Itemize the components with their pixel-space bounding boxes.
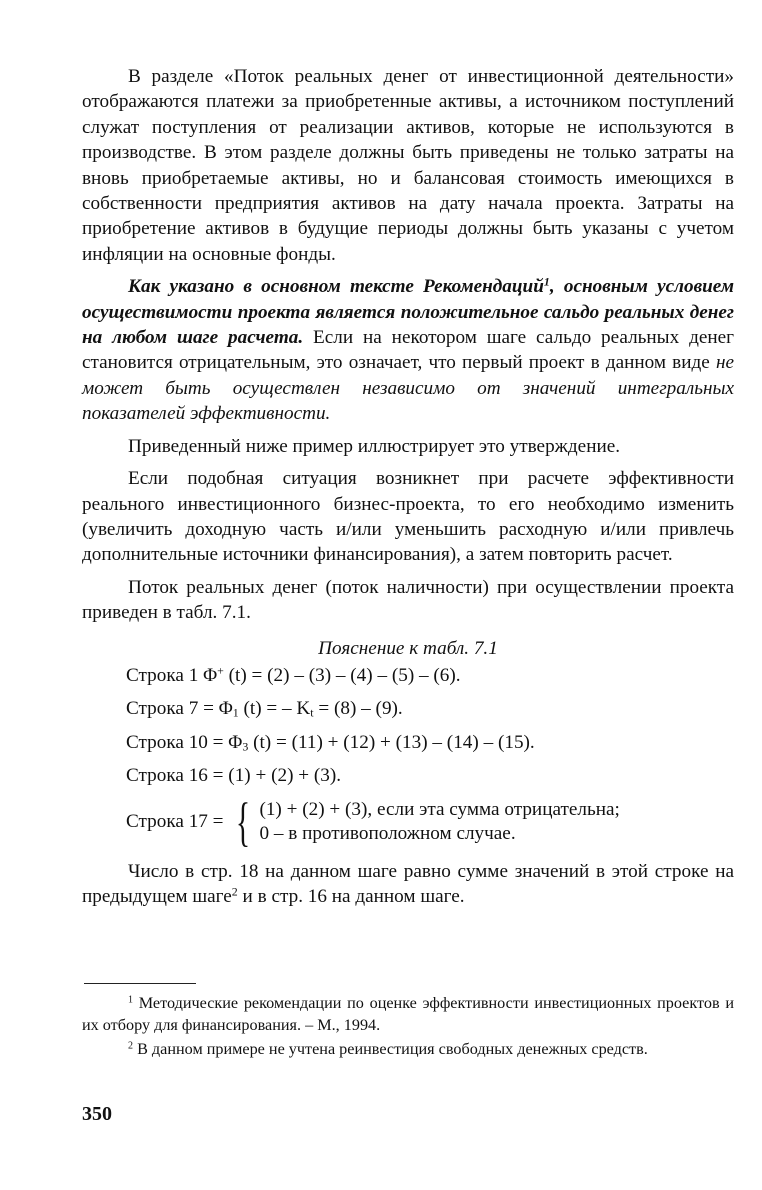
paragraph-feasibility <box>82 274 734 426</box>
footnote-divider <box>84 983 196 984</box>
formula-sub: 1 <box>232 705 239 720</box>
formula-row-17 <box>126 791 734 852</box>
paragraph-row-18 <box>82 859 734 910</box>
formula-text: Строка 10 = Φ <box>126 731 243 753</box>
formula-sup: + <box>217 663 224 678</box>
footnote-mark: 1 <box>128 994 134 1006</box>
formula-sub: 3 <box>242 739 249 754</box>
plain-text: и в стр. 16 на данном шаге. <box>237 885 465 907</box>
formula-row-16: Строка 16 = (1) + (2) + (3). <box>126 765 342 787</box>
plain-text: Если на некотором шаге сальдо реальных денег становится отрицательным, это означает, что первый проект в данном виде <box>82 327 734 374</box>
footnote-text: Методические рекомендации по оценке эффективности инвестиционных проектов и их отбору для финансирования. – М., 1994. <box>82 994 734 1034</box>
footnote-2 <box>82 1038 734 1060</box>
formula-row-17-label: Строка 17 = <box>126 810 224 832</box>
footnote-ref-2: 2 <box>231 884 238 899</box>
page-number: 350 <box>82 1103 112 1125</box>
plain-text: Число в стр. 18 на данном шаге равно сумме значений в этой строке на предыдущем шаге <box>82 860 734 907</box>
formula-text: Строка 7 = Φ <box>126 698 233 720</box>
formula-text: (t) = (2) – (3) – (4) – (5) – (6). <box>223 664 461 686</box>
footnote-text: В данном примере не учтена реинвестиция свободных денежных средств. <box>133 1040 648 1058</box>
curly-brace-icon: { <box>235 791 250 852</box>
formula-row-7 <box>126 696 734 721</box>
emphasis-italic: не может быть осуществлен независимо от значений интегральных показателей эффективности. <box>82 352 734 425</box>
explanation-title: Пояснение к табл. 7.1 <box>318 637 498 659</box>
formula-text: = (8) – (9). <box>313 698 403 720</box>
formula-text: (t) = (11) + (12) + (13) – (14) – (15). <box>248 731 535 753</box>
case-otherwise: 0 – в противоположном случае. <box>259 822 516 844</box>
emphasis-bold-italic: Как указано в основном тексте Рекомендаций <box>128 276 544 298</box>
footnotes <box>82 992 734 1062</box>
paragraph-example-intro: Приведенный ниже пример иллюстрирует это утверждение. <box>128 435 621 457</box>
case-negative: (1) + (2) + (3), если эта сумма отрицательна; <box>259 798 620 820</box>
emphasis-bold-italic-cont: , основным условием осуществимости проекта является положительное сальдо реальных денег на любом шаге расчета. <box>82 276 734 349</box>
formula-rows <box>82 663 734 852</box>
footnote-1 <box>82 992 734 1036</box>
formula-sub: t <box>310 705 314 720</box>
paragraph-table-ref: Поток реальных денег (поток наличности) при осуществлении проекта приведен в табл. 7.1. <box>82 576 734 624</box>
footnote-mark: 2 <box>128 1040 134 1052</box>
piecewise-cases <box>259 798 619 846</box>
main-text <box>82 64 734 916</box>
formula-row-1 <box>126 663 734 688</box>
paragraph-if-situation: Если подобная ситуация возникнет при расчете эффективности реального инвестиционного бизнес-проекта, то его необходимо изменить (увеличить доходную часть и/или уменьшить расходную и/или привлечь дополнительные источники финансирования), а затем повторить расчет. <box>82 468 734 566</box>
paragraph-investment-flow: В разделе «Поток реальных денег от инвестиционной деятельности» отображаются платежи за приобретенные активы, а источником поступлений служат поступления от реализации активов, которые не используются в производстве. В этом разделе должны быть приведены не только затраты на вновь приобретаемые активы, но и балансовая стоимость имеющихся в собственности предприятия активов на дату начала проекта. Затраты на приобретение активов в будущие периоды должны быть указаны с учетом инфляции на основные фонды. <box>82 66 734 265</box>
footnote-ref-1: 1 <box>543 274 550 289</box>
formula-text: Строка 1 Φ <box>126 664 218 686</box>
formula-row-10 <box>126 730 734 755</box>
formula-text: (t) = – K <box>238 698 311 720</box>
